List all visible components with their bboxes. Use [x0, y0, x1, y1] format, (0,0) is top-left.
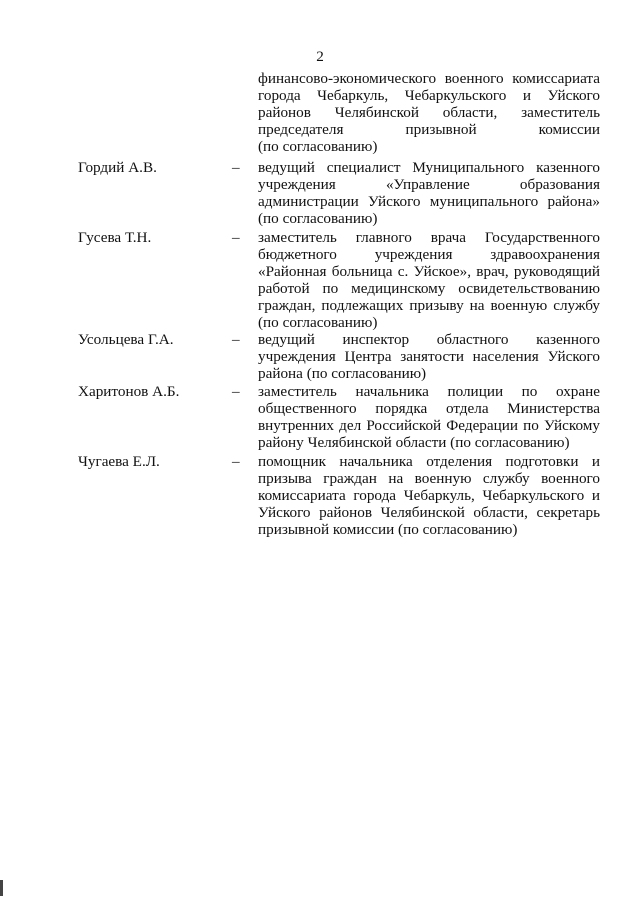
intro-line: финансово-экономического военного комиссариата	[258, 70, 600, 87]
member-description-line: администрации Уйского муниципального района»	[258, 193, 600, 210]
member-description-line: комиссариата города Чебаркуль, Чебаркульского и	[258, 487, 600, 504]
member-name: Гусева Т.Н.	[78, 229, 152, 246]
member-description-line: бюджетного учреждения здравоохранения	[258, 246, 600, 263]
member-description-line: призыва граждан на военную службу военного	[258, 470, 600, 487]
member-description-line: учреждения Центра занятости населения Уйского	[258, 348, 600, 365]
member-description-line: району Челябинской области (по согласованию)	[258, 434, 570, 451]
member-description-line: «Районная больница с. Уйское», врач, руководящий	[258, 263, 600, 280]
intro-line: районов Челябинской области, заместитель	[258, 104, 600, 121]
member-description-line: ведущий инспектор областного казенного	[258, 331, 600, 348]
member-name: Гордий А.В.	[78, 159, 157, 176]
intro-line: председателя призывной комиссии	[258, 121, 600, 138]
member-description-line: призывной комиссии (по согласованию)	[258, 521, 518, 538]
dash-separator: –	[232, 453, 240, 470]
member-name: Харитонов А.Б.	[78, 383, 180, 400]
member-description-line: заместитель начальника полиции по охране	[258, 383, 600, 400]
member-description-line: (по согласованию)	[258, 314, 378, 331]
dash-separator: –	[232, 229, 240, 246]
member-description-line: заместитель главного врача Государственного	[258, 229, 600, 246]
member-description-line: (по согласованию)	[258, 210, 378, 227]
member-name: Усольцева Г.А.	[78, 331, 174, 348]
intro-line: города Чебаркуль, Чебаркульского и Уйского	[258, 87, 600, 104]
member-description-line: общественного порядка отдела Министерства	[258, 400, 600, 417]
member-description-line: работой по медицинскому освидетельствованию	[258, 280, 600, 297]
member-description-line: учреждения «Управление образования	[258, 176, 600, 193]
member-description-line: помощник начальника отделения подготовки и	[258, 453, 600, 470]
page-number: 2	[316, 48, 324, 65]
member-name: Чугаева Е.Л.	[78, 453, 160, 470]
member-description-line: района (по согласованию)	[258, 365, 427, 382]
member-description-line: ведущий специалист Муниципального казенного	[258, 159, 600, 176]
scan-edge-mark	[0, 880, 3, 896]
intro-line: (по согласованию)	[258, 138, 378, 155]
dash-separator: –	[232, 331, 240, 348]
dash-separator: –	[232, 383, 240, 400]
member-description-line: внутренних дел Российской Федерации по Уйскому	[258, 417, 600, 434]
member-description-line: Уйского районов Челябинской области, секретарь	[258, 504, 600, 521]
dash-separator: –	[232, 159, 240, 176]
member-description-line: граждан, подлежащих призыву на военную службу	[258, 297, 600, 314]
